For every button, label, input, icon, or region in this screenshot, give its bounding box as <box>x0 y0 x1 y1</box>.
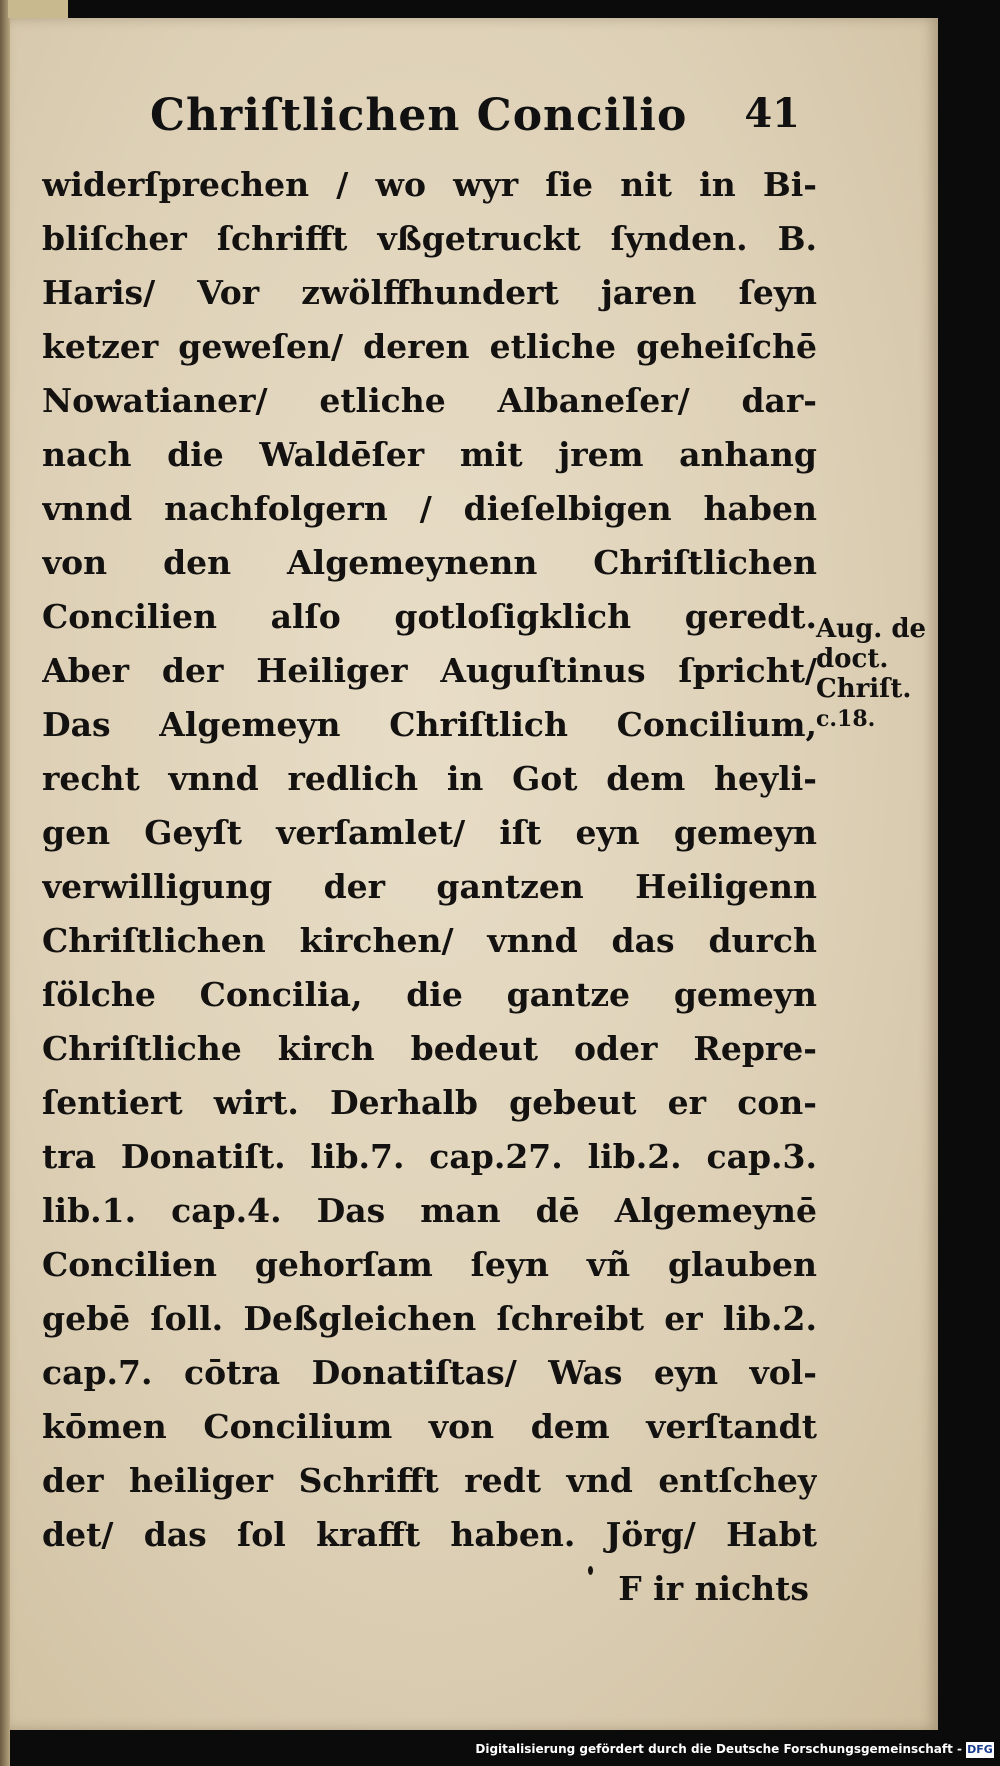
book-spine <box>0 0 10 1766</box>
text-line: widerſprechen / wo wyr ſie nit in Bi- <box>42 165 817 204</box>
text-line: Haris/ Vor zwölffhundert jaren ſeyn <box>42 273 817 312</box>
digitization-credit: Digitalisierung gefördert durch die Deutsche Forschungsgemeinschaft - <box>475 1742 962 1756</box>
body-text <box>42 158 817 1616</box>
marginal-line: doct. <box>816 644 889 674</box>
text-line: Chriſtliche kirch bedeut oder Repre- <box>42 1029 817 1068</box>
text-line: Concilien alſo gotloſigklich geredt. <box>42 597 817 636</box>
text-line: verwilligung der gantzen Heiligenn <box>42 867 817 906</box>
text-line: gebē ſoll. Deßgleichen ſchreibt er lib.2. <box>42 1299 817 1338</box>
page-header <box>150 90 800 162</box>
text-line: det/ das ſol krafft haben. Jörg/ Habt <box>42 1515 817 1554</box>
catchword-line: F ir nichts <box>618 1569 809 1608</box>
text-line: Nowatianer/ etliche Albaneſer/ dar- <box>42 381 817 420</box>
text-line: Concilien gehorſam ſeyn vñ glauben <box>42 1245 817 1284</box>
text-line: von den Algemeynenn Chriſtlichen <box>42 543 817 582</box>
marginal-line: Chriſt. <box>816 674 912 704</box>
marginal-note <box>816 614 946 734</box>
ink-fleck <box>588 1566 593 1575</box>
page-number: 41 <box>744 90 800 137</box>
text-line: Aber der Heiliger Auguſtinus ſpricht/ <box>42 651 817 690</box>
text-line: kōmen Concilium von dem verſtandt <box>42 1407 817 1446</box>
marginal-line: Aug. de <box>816 614 927 644</box>
book-page <box>10 18 938 1730</box>
text-line: Chriſtlichen kirchen/ vnnd das durch <box>42 921 817 960</box>
text-line: Das Algemeyn Chriſtlich Concilium, <box>42 705 817 744</box>
marginal-line: c.18. <box>816 706 876 732</box>
text-line: cap.7. cōtra Donatiſtas/ Was eyn vol- <box>42 1353 817 1392</box>
spine-edge <box>8 0 68 18</box>
text-line: der heiliger Schrifft redt vnd entſchey <box>42 1461 817 1500</box>
text-line: lib.1. cap.4. Das man dē Algemeynē <box>42 1191 817 1230</box>
text-line: bliſcher ſchrifft vßgetruckt ſynden. B. <box>42 219 817 258</box>
text-line: ſentiert wirt. Derhalb gebeut er con- <box>42 1083 817 1122</box>
dfg-logo: DFG <box>967 1743 993 1756</box>
text-line: recht vnnd redlich in Got dem heyli- <box>42 759 817 798</box>
running-head: Chriſtlichen Concilio <box>150 90 688 141</box>
text-line: tra Donatiſt. lib.7. cap.27. lib.2. cap.3. <box>42 1137 817 1176</box>
text-line: vnnd nachfolgern / dieſelbigen haben <box>42 489 817 528</box>
text-line: ſölche Concilia, die gantze gemeyn <box>42 975 817 1014</box>
text-line: ketzer geweſen/ deren etliche geheiſchē <box>42 327 817 366</box>
text-line: nach die Waldēſer mit jrem anhang <box>42 435 817 474</box>
text-line: gen Geyſt verſamlet/ iſt eyn gemeyn <box>42 813 817 852</box>
